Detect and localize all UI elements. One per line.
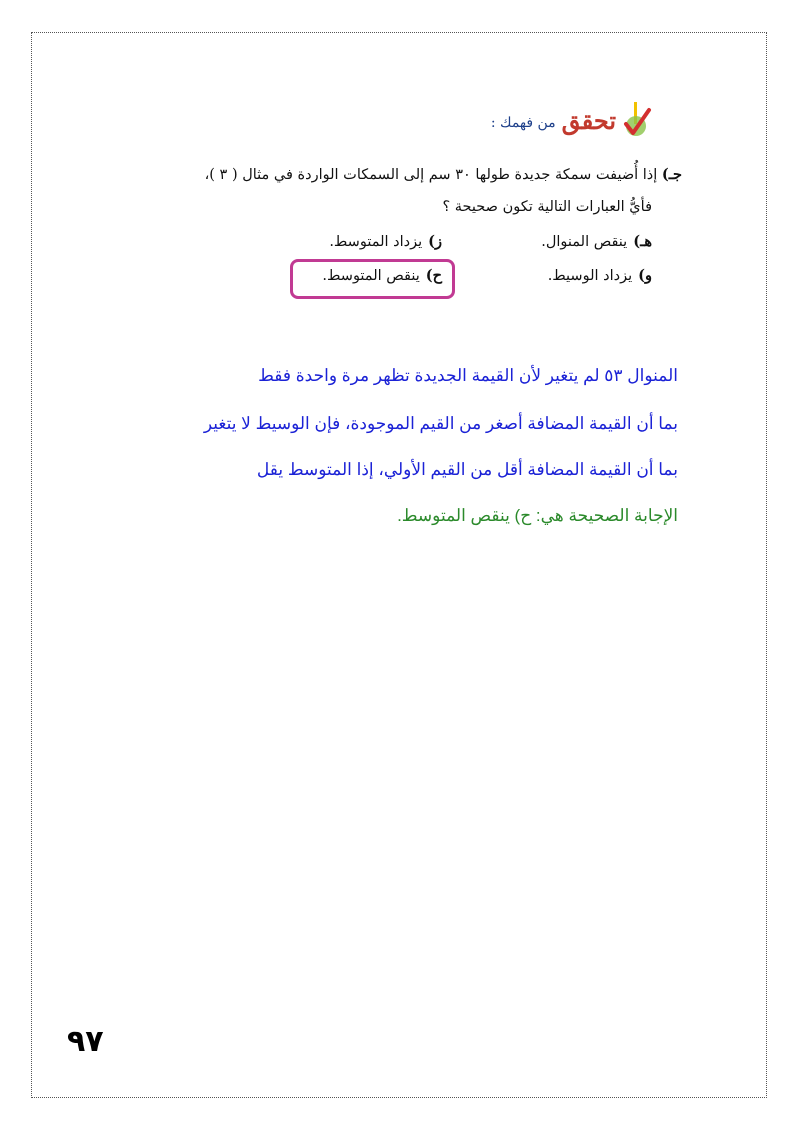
option-letter: و) bbox=[638, 267, 652, 284]
option-text: يزداد المتوسط. bbox=[329, 234, 423, 250]
page-frame bbox=[31, 32, 767, 1098]
option-letter: ز) bbox=[428, 233, 442, 250]
question-marker: جـ) bbox=[661, 166, 682, 183]
answer-line-1: المنوال ٥٣ لم يتغير لأن القيمة الجديدة تظهر مرة واحدة فقط bbox=[258, 366, 678, 385]
page-number: ٩٧ bbox=[67, 1024, 104, 1059]
option-text: يزداد الوسيط. bbox=[547, 268, 633, 284]
correct-answer-highlight bbox=[290, 259, 455, 299]
option-letter: هـ) bbox=[633, 233, 652, 250]
option-text: ينقص المتوسط. bbox=[322, 268, 420, 284]
final-answer: الإجابة الصحيحة هي: ح) ينقص المتوسط. bbox=[397, 506, 678, 525]
option-text: ينقص المنوال. bbox=[541, 234, 628, 250]
answer-line-2: بما أن القيمة المضافة أصغر من القيم الموجودة، فإن الوسيط لا يتغير bbox=[203, 414, 678, 433]
question-line-2: فأيُّ العبارات التالية تكون صحيحة ؟ bbox=[442, 199, 652, 215]
check-understanding-header bbox=[491, 100, 652, 140]
header-subtitle: من فهمك : bbox=[490, 115, 556, 131]
option-h bbox=[541, 233, 652, 250]
answer-line-3: بما أن القيمة المضافة أقل من القيم الأولي، إذا المتوسط يقل bbox=[256, 460, 678, 479]
option-w bbox=[548, 267, 652, 284]
header-title: تحقق bbox=[561, 105, 616, 135]
option-z bbox=[329, 233, 442, 250]
question-line-1 bbox=[205, 166, 682, 183]
option-letter: ح) bbox=[425, 267, 442, 284]
question-text-1: إذا أُضيفت سمكة جديدة طولها ٣٠ سم إلى السمكات الواردة في مثال ( ٣ )، bbox=[204, 167, 658, 183]
checkmark-icon bbox=[622, 100, 652, 140]
